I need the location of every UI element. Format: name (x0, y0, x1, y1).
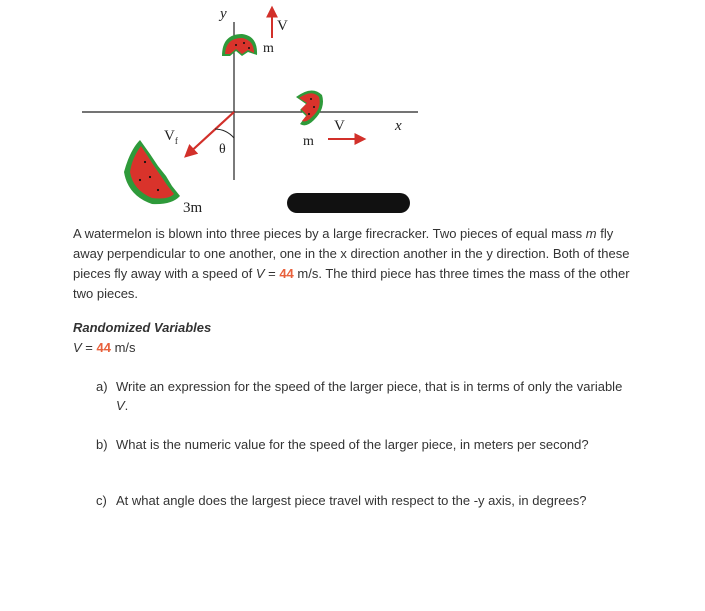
question-a-text-1: Write an expression for the speed of the larger piece, that is in terms of only the variable (116, 379, 623, 394)
final-velocity-arrow (186, 112, 234, 156)
top-mass-label: m (263, 41, 274, 56)
final-velocity-main: V (164, 128, 175, 144)
problem-intro-2: fly away perpendicular to one another, one in the x direction another in the y direction. Both of these pieces fly away with a speed of (73, 226, 630, 281)
rv-equals: = (81, 340, 97, 355)
top-melon-piece (222, 34, 257, 56)
question-b-text: What is the numeric value for the speed of the larger piece, in meters per second? (116, 437, 589, 452)
question-c-text: At what angle does the largest piece travel with respect to the -y axis, in degrees? (116, 493, 587, 508)
y-axis-label: y (220, 6, 227, 22)
final-velocity-label (164, 128, 178, 146)
question-b (96, 435, 636, 454)
right-mass-label: m (303, 134, 314, 149)
angle-arc (215, 129, 234, 138)
problem-statement (73, 224, 633, 304)
question-a-text-2: . (124, 398, 129, 413)
rv-value: 44 (96, 340, 111, 355)
question-b-label: b) (96, 437, 108, 452)
right-velocity-label: V (334, 118, 345, 134)
speed-value: 44 (279, 266, 294, 281)
problem-intro-1: A watermelon is blown into three pieces by a large firecracker. Two pieces of equal mass (73, 226, 586, 241)
right-melon-piece (296, 90, 323, 125)
top-velocity-label: V (277, 18, 288, 34)
rv-unit: m/s (110, 340, 136, 355)
rv-symbol: V (73, 340, 82, 355)
x-axis-label: x (395, 118, 402, 134)
problem-equals: = (264, 266, 280, 281)
mass-symbol: m (585, 226, 597, 241)
angle-label: θ (219, 142, 226, 157)
final-velocity-sub: f (174, 136, 178, 146)
question-a-label: a) (96, 379, 108, 394)
randomized-variables-title: Randomized Variables (73, 320, 212, 335)
speed-symbol: V (255, 266, 265, 281)
large-melon-piece (124, 140, 180, 204)
question-a-var: V (116, 398, 125, 413)
randomized-variable-v (73, 340, 136, 355)
question-a (96, 377, 636, 415)
large-mass-label: 3m (183, 200, 203, 215)
question-c (96, 491, 636, 510)
question-c-label: c) (96, 493, 107, 508)
watermelon-diagram (0, 0, 705, 215)
redaction-bar (287, 193, 410, 213)
problem-intro-3: m/s. The third piece has three times the mass of the other two pieces. (73, 266, 630, 301)
